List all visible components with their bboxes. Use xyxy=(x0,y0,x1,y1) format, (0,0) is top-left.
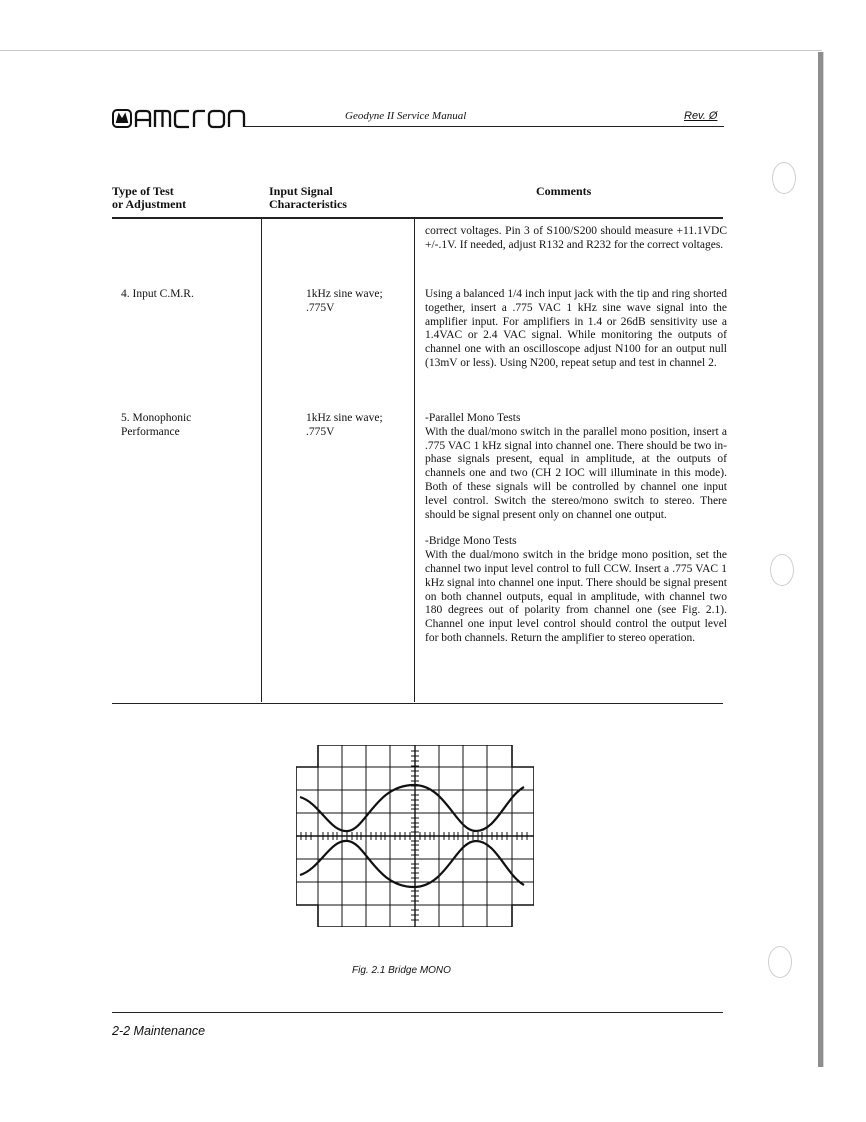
table-row xyxy=(425,412,727,646)
bridge-mono-text: With the dual/mono switch in the bridge mono position, set the channel two input level control to full CCW. Insert a .775 VAC 1 kHz signal into channel one input. There should be signal present on both channel outputs, equal in amplitude, with channel two 180 degrees out of polarity from channel one (see Fig. 2.1). Channel one input level control should control the output level for both channels. Return the amplifier to stereo operation. xyxy=(425,549,727,644)
amcron-logo xyxy=(112,108,247,130)
comment-text: Using a balanced 1/4 inch input jack with the tip and ring shorted together, insert a .775 VAC 1 kHz sine wave signal into the amplifier input. For amplifiers in 1.4 or 26dB sensitivity use a 1.4VAC or 2.4 VAC signal. While monitoring the outputs of channel one with an oscilloscope adjust N100 for an output null (13mV or less). Using N200, repeat setup and test in channel 2. xyxy=(425,288,727,369)
table-row xyxy=(425,288,727,371)
footer-rule xyxy=(112,1012,723,1013)
input-signal: 1kHz sine wave; .775V xyxy=(306,288,383,314)
manual-title: Geodyne II Service Manual xyxy=(345,110,467,122)
table-bottom-rule xyxy=(112,703,723,704)
input-signal: 1kHz sine wave; .775V xyxy=(306,412,383,438)
figure-caption: Fig. 2.1 Bridge MONO xyxy=(352,965,451,976)
page-footer: 2-2 Maintenance xyxy=(112,1024,206,1038)
page-top-edge xyxy=(0,50,822,51)
test-label: 4. Input C.M.R. xyxy=(121,288,194,300)
column-header-input: Input Signal Characteristics xyxy=(269,184,347,211)
column-divider xyxy=(261,219,262,702)
table-row xyxy=(425,225,727,253)
page-right-edge xyxy=(823,52,824,1067)
punch-hole xyxy=(772,162,796,194)
comment-text: correct voltages. Pin 3 of S100/S200 should measure +11.1VDC +/-.1V. If needed, adjust R132 and R232 for the correct voltages. xyxy=(425,225,727,251)
punch-hole xyxy=(770,554,794,586)
header-rule xyxy=(245,126,724,127)
column-divider xyxy=(414,219,415,702)
column-header-test: Type of Test or Adjustment xyxy=(112,184,187,211)
test-label: 5. Monophonic Performance xyxy=(121,412,192,438)
punch-hole xyxy=(768,946,792,978)
revision-label: Rev. Ø xyxy=(684,110,718,122)
parallel-mono-text: With the dual/mono switch in the parallel mono position, insert a .775 VAC 1 kHz signal into channel one. There should be two in-phase signals present, equal in amplitude, at the outputs of channels one and two (CH 2 IOC will illuminate in this mode). Both of these signals will be controlled by channel one input level control. Switch the stereo/mono switch to stereo. There should be signal present only on channel one output. xyxy=(425,425,727,521)
parallel-mono-title: -Parallel Mono Tests xyxy=(425,412,521,424)
oscilloscope-figure xyxy=(296,745,534,927)
bridge-mono-title: -Bridge Mono Tests xyxy=(425,535,517,548)
table-top-rule xyxy=(112,217,723,219)
column-header-comments: Comments xyxy=(536,184,592,198)
